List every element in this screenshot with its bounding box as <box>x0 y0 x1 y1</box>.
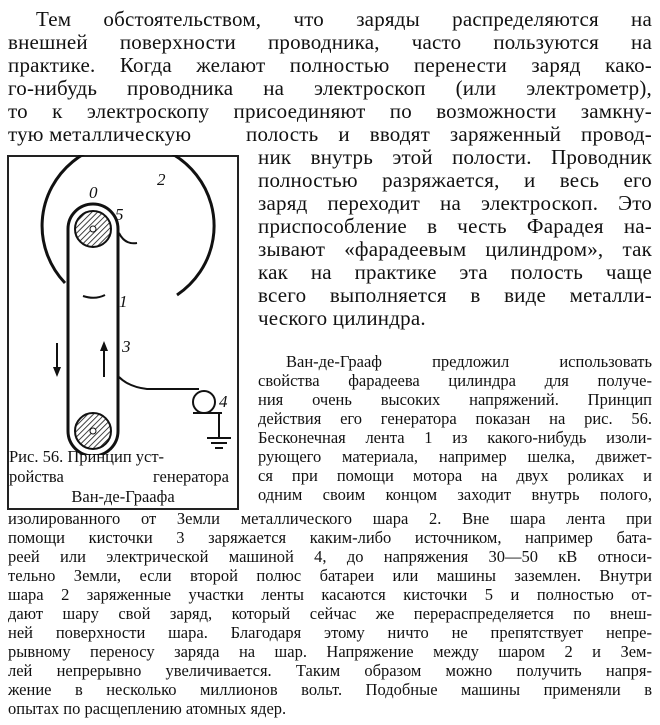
text-line: опытах по расщеплению атомных ядер. <box>8 699 287 718</box>
text-line: заряд переходит на электроскоп. Это <box>258 191 652 215</box>
label-0: 0 <box>89 183 98 202</box>
text-line: свойства фарадеева цилиндра для получе- <box>258 371 652 390</box>
text-line: одним своим концом заходит внутрь полого, <box>258 485 652 504</box>
figure-caption-line: Рис. 56. Принцип уст- <box>9 447 165 466</box>
generator-diagram <box>7 155 242 455</box>
arrow-up-icon <box>100 341 108 351</box>
text-line: помощи кисточки 3 заряжается каким-либо источником, например бата- <box>8 528 652 547</box>
text-line: то к электроскопу присоединяют по возможности замкну- <box>8 99 652 123</box>
arrow-down-icon <box>53 367 61 377</box>
text-line: шара 2 заряженные участки ленты касаются кисточки 5 и полностью от- <box>8 585 652 604</box>
text-line: внешней поверхности проводника, часто пользуются на <box>8 30 652 54</box>
text-line: Бесконечная лента 1 из какого-нибудь изоли- <box>258 428 652 447</box>
brush-3 <box>119 377 199 389</box>
text-line: ник внутрь этой полости. Проводник <box>258 145 652 169</box>
text-line: практике. Когда желают полностью перенести заряд како- <box>8 53 652 77</box>
text-line: ся при помощи мотора на двух роликах и <box>258 466 652 485</box>
text-line: Тем обстоятельством, что заряды распределяются на <box>36 7 652 31</box>
text-line: жение в несколько миллионов вольт. Подобные машины применяли в <box>8 680 652 699</box>
text-line: рующего материала, например шелка, движет- <box>258 447 652 466</box>
text-line: всего выполняется в виде металли- <box>258 283 652 307</box>
label-3: 3 <box>122 337 131 356</box>
text-line: лей непрерывно увеличивается. Таким образом можно получить напря- <box>8 661 652 680</box>
label-2: 2 <box>157 170 166 189</box>
text-line: го-нибудь проводника на электроскоп (или электрометр), <box>8 76 652 100</box>
brush-5 <box>119 233 137 243</box>
text-line: реей или электрической машиной 4, до напряжения 30—50 кВ относи- <box>8 547 652 566</box>
figure-caption-line: Ван-де-Граафа <box>71 487 175 506</box>
text-line: изолированного от Земли металлического шара 2. Вне шара лента при <box>8 509 652 528</box>
figure-van-de-graaff <box>7 155 242 513</box>
figure-caption-line: ройства генератора <box>9 467 229 486</box>
text-line: полностью разряжается, и весь его <box>258 168 652 192</box>
text-line: ческого цилиндра. <box>258 306 426 330</box>
sphere-lip <box>83 295 105 298</box>
text-line: тую металлическую <box>8 122 192 146</box>
label-1: 1 <box>119 292 128 311</box>
text-line: тельно Земли, если второй полюс батареи или машины заземлен. Внутри <box>8 566 652 585</box>
text-line: ней поверхности шара. Благодаря этому ничто не препятствует непре- <box>8 623 652 642</box>
text-line: ния очень высоких напряжений. Принцип <box>258 390 652 409</box>
label-5: 5 <box>115 205 124 224</box>
text-line: как на практике эта полость чаще <box>258 260 652 284</box>
text-line: рывному переносу заряда на шар. Напряжение между шаром 2 и Зем- <box>8 642 652 661</box>
text-line: полость и вводят заряженный провод- <box>246 122 652 146</box>
text-line: зывают «фарадеевым цилиндром», так <box>258 237 652 261</box>
text-line: Ван-де-Грааф предложил использовать <box>286 352 652 371</box>
machine-4 <box>193 391 215 413</box>
text-line: дают шару свой заряд, который сейчас же перераспределяется по внеш- <box>8 604 652 623</box>
text-line: приспособление в честь Фарадея на- <box>258 214 652 238</box>
label-4: 4 <box>219 392 228 411</box>
text-line: действия его генератора показан на рис. 56. <box>258 409 652 428</box>
